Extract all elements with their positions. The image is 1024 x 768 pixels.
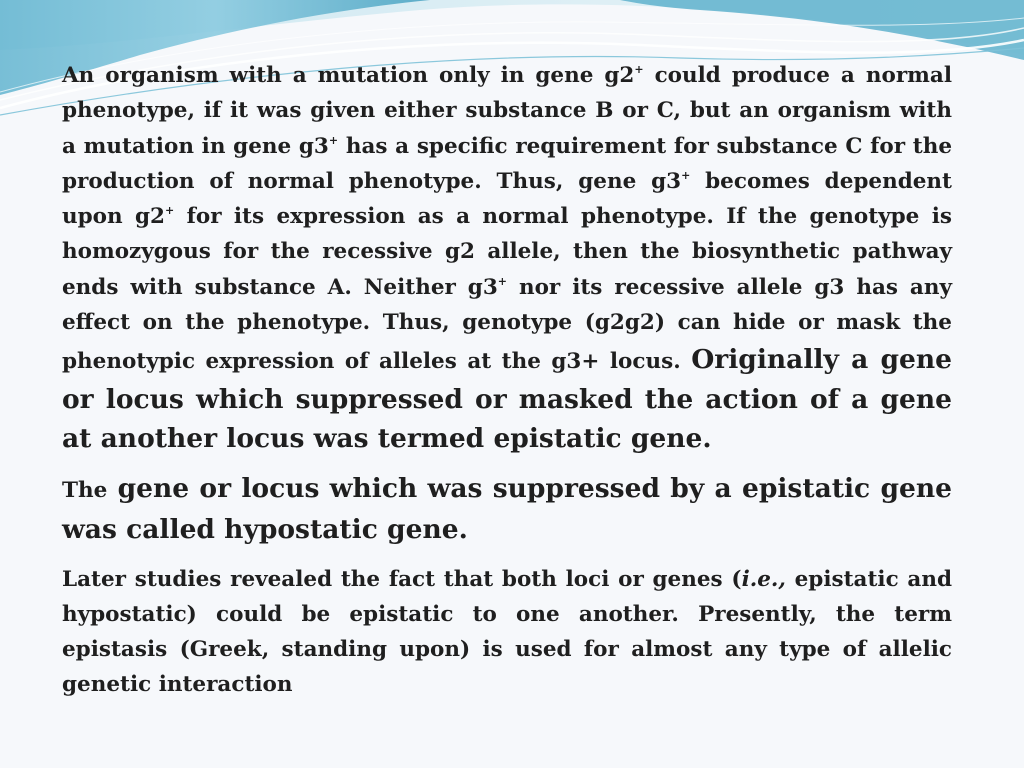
p1-text-1: An organism with a mutation only in gene g2: [62, 63, 635, 88]
superscript-plus: +: [328, 133, 339, 147]
p3-text-2: epistatic and hypostatic) could be epistatic to one another. Presently, the term epistasis (Greek, standing upon) is used for almost any type of allelic genetic interaction: [62, 567, 953, 698]
paragraph-epistasis: [62, 562, 952, 702]
p3-text-1: Later studies revealed the fact that both loci or genes (: [62, 567, 742, 593]
p1-text-3: has a specific requirement for substance C for the production of normal phenotype. Thus, gene g3: [62, 133, 953, 194]
p2-lead: The: [62, 478, 108, 504]
slide-body: [62, 58, 952, 702]
paragraph-hypostatic: [62, 469, 952, 549]
superscript-plus: +: [681, 168, 691, 182]
superscript-plus: +: [497, 274, 508, 288]
p3-italic-ie: i.e.,: [741, 567, 786, 593]
p1-text-6: nor its recessive allele g3 has any effect on the phenotype. Thus, genotype (g2g2) can hide or mask the phenotypic expression of alleles at the g3+ locus.: [62, 274, 952, 375]
superscript-plus: +: [165, 204, 175, 218]
p1-text-5: for its expression as a normal phenotype. If the genotype is homozygous for the recessive g2 allele, then the biosynthetic pathway ends with substance A. Neither g3: [62, 204, 953, 300]
paragraph-gene-interaction: [62, 58, 952, 458]
hypostatic-definition: gene or locus which was suppressed by a epistatic gene was called hypostatic gene.: [62, 473, 952, 546]
epistatic-definition: Originally a gene or locus which suppressed or masked the action of a gene at another locus was termed epistatic gene.: [62, 344, 952, 454]
p1-text-2: could produce a normal phenotype, if it was given either substance B or C, but an organism with a mutation in gene g3: [62, 63, 952, 159]
p1-text-4: becomes dependent upon g2: [62, 168, 952, 230]
superscript-plus: +: [634, 63, 644, 76]
